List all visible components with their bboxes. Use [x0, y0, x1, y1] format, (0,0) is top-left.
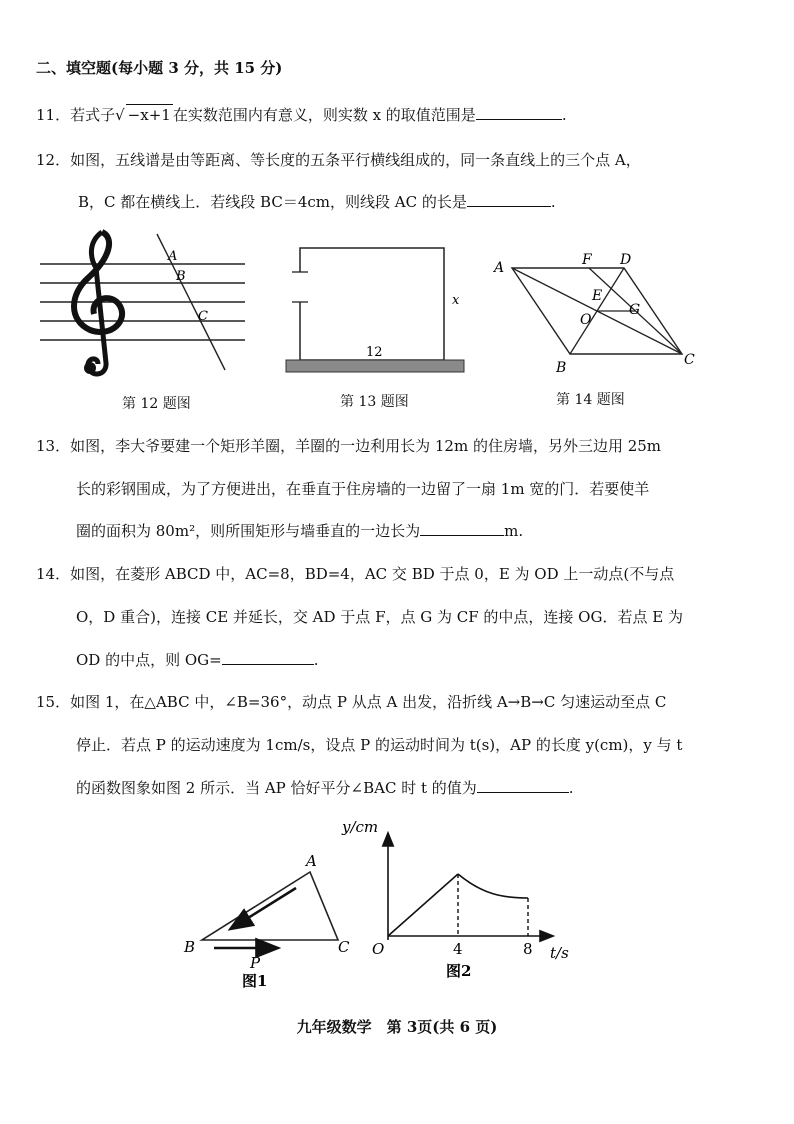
graph-curve: [458, 874, 528, 898]
q13-text-3: 圈的面积为 80m²，则所围矩形与墙垂直的一边长为: [76, 522, 421, 540]
question-14-line-1: [36, 564, 758, 584]
fig14-label-e: E: [592, 288, 603, 304]
q11-sqrt-sign: √: [115, 106, 125, 124]
q14-text-1: 如图，在菱形 ABCD 中，AC=8，BD=4，AC 交 BD 于点 0，E 为 OD 上一动点(不与点: [70, 565, 675, 583]
q12-text-1: 如图，五线谱是由等距离、等长度的五条平行横线组成的，同一条直线上的三个点 A，: [70, 151, 641, 169]
house-wall: [286, 360, 464, 372]
fig2-tick-8: 8: [523, 940, 533, 958]
q15-end: .: [568, 779, 574, 797]
question-13-line-1: [36, 436, 758, 456]
q13-end: m.: [504, 522, 524, 540]
fig2-y-axis-label: y/cm: [342, 818, 379, 836]
question-13-line-3: [76, 521, 758, 541]
triangle-abc: [202, 872, 338, 940]
q13-text-2: 长的彩钢围成，为了方便进出，在垂直于住房墙的一边留了一扇 1m 宽的门．若要使羊: [76, 480, 650, 498]
figure-2-graph: [340, 814, 580, 990]
q11-end: .: [561, 106, 567, 124]
fig1-label-b: B: [184, 938, 196, 956]
q12-text-2: B，C 都在横线上．若线段 BC＝4cm，则线段 AC 的长是: [78, 193, 467, 211]
q11-answer-blank: [476, 105, 562, 120]
q11-text: 在实数范围内有意义，则实数 x 的取值范围是: [172, 106, 476, 124]
q13-text-1: 如图，李大爷要建一个矩形羊圈，羊圈的一边利用长为 12m 的住房墙，另外三边用 25m: [70, 437, 662, 455]
question-12-line-2: [78, 192, 758, 212]
q14-number: 14．: [36, 565, 71, 583]
q14-answer-blank: [222, 650, 314, 665]
question-13-line-2: [76, 479, 758, 499]
fig13-caption: 第 13 题图: [340, 394, 409, 410]
q15-text-2: 停止．若点 P 的运动速度为 1cm/s，设点 P 的运动时间为 t(s)，AP 的长度 y(cm)，y 与 t: [76, 736, 683, 754]
question-15-line-2: [76, 735, 758, 755]
question-14-line-3: [76, 650, 758, 670]
q14-end: .: [313, 651, 319, 669]
arrow-a-to-b: [232, 888, 296, 928]
question-11: [36, 104, 758, 125]
fig1-caption: 图1: [242, 972, 268, 990]
q11-prefix: 若式子: [70, 106, 116, 124]
q15-answer-blank: [477, 778, 569, 793]
q12-number: 12．: [36, 151, 71, 169]
q11-sqrt-expression: −x+1: [127, 106, 171, 124]
q14-text-2: O，D 重合)，连接 CE 并延长，交 AD 于点 F，点 G 为 CF 的中点，连接 OG．若点 E 为: [76, 608, 683, 626]
fig2-caption: 图2: [446, 962, 472, 980]
fig1-label-c: C: [338, 938, 350, 956]
pen-fence: [300, 248, 444, 360]
figure-13-pen: [282, 238, 472, 380]
graph-segment-linear: [388, 874, 458, 936]
page-footer: 九年级数学 第 3页(共 6 页): [296, 1018, 498, 1036]
fig14-label-c: C: [684, 352, 695, 368]
question-12-line-1: [36, 150, 758, 170]
figure-1-triangle: [180, 850, 350, 990]
fig14-label-a: A: [494, 260, 505, 276]
fig12-caption: 第 12 题图: [122, 396, 191, 412]
q14-text-3: OD 的中点，则 OG=: [76, 651, 222, 669]
fig2-origin-label: O: [372, 940, 385, 958]
fig13-x-label: x: [452, 293, 460, 308]
fig14-caption: 第 14 题图: [556, 392, 625, 408]
fig12-label-b: B: [176, 269, 186, 284]
fig12-label-c: C: [198, 309, 208, 324]
fig2-x-axis-label: t/s: [550, 944, 569, 962]
section-title: 二、填空题(每小题 3 分，共 15 分): [36, 59, 283, 77]
fig1-label-p: P: [250, 954, 261, 972]
fig12-label-a: A: [168, 249, 178, 264]
fig14-label-f: F: [582, 252, 592, 268]
q15-number: 15．: [36, 693, 71, 711]
q15-text-3: 的函数图象如图 2 所示．当 AP 恰好平分∠BAC 时 t 的值为: [76, 779, 477, 797]
q12-answer-blank: [467, 192, 551, 207]
figure-14-rhombus: [488, 250, 698, 376]
question-15-line-1: [36, 692, 758, 712]
q13-number: 13．: [36, 437, 71, 455]
fig14-label-d: D: [620, 252, 632, 268]
fig14-label-g: G: [629, 302, 641, 318]
fig13-wall-label: 12: [366, 345, 383, 360]
question-15-line-3: [76, 778, 758, 798]
figure-12-staff: [40, 228, 250, 378]
q12-end: .: [550, 193, 556, 211]
fig2-tick-4: 4: [453, 940, 463, 958]
q13-answer-blank: [420, 521, 504, 536]
fig14-label-o: O: [580, 312, 592, 328]
question-14-line-2: [76, 607, 758, 627]
fig1-label-a: A: [306, 852, 317, 870]
fig14-label-b: B: [556, 360, 567, 376]
treble-clef-icon: [74, 232, 122, 374]
q11-number: 11．: [36, 106, 71, 124]
q15-text-1: 如图 1，在△ABC 中，∠B=36°，动点 P 从点 A 出发，沿折线 A→B→C 匀速运动至点 C: [70, 693, 667, 711]
